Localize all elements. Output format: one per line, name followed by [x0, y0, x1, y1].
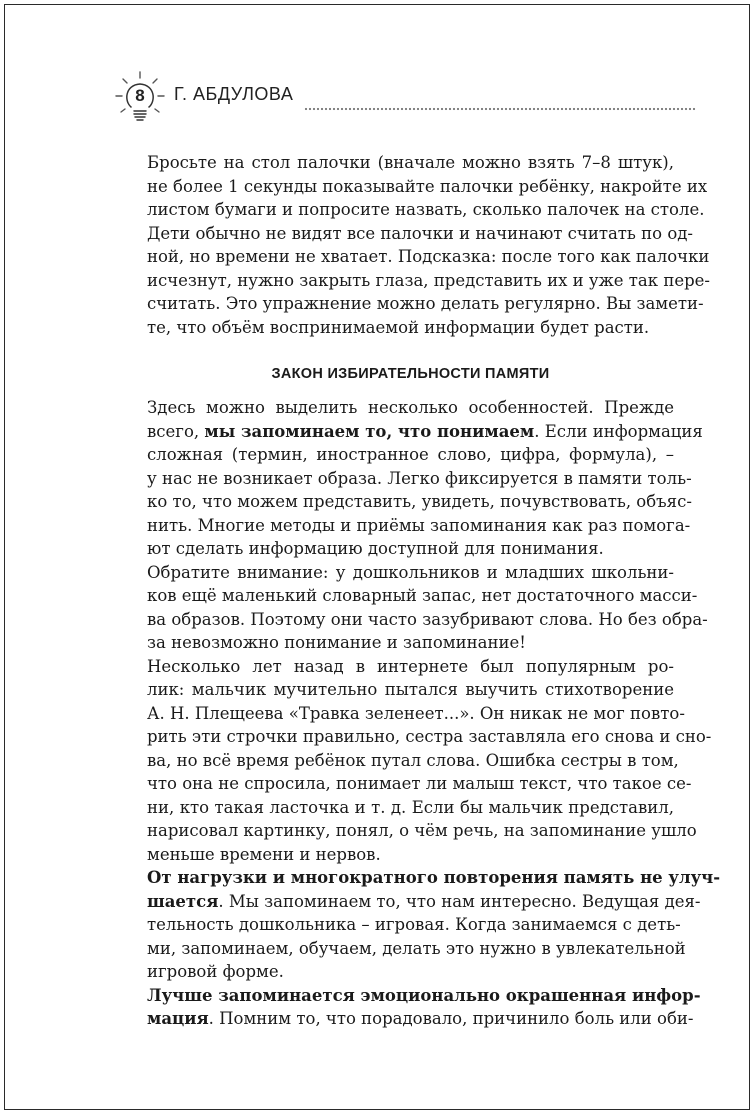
text-line: сложная (термин, иностранное слово, цифра, формула), – — [147, 445, 674, 464]
text-line: меньше времени и нервов. — [147, 844, 381, 864]
text-line: Дети обычно не видят все палочки и начинают считать по од- — [147, 223, 693, 243]
bold-phrase: Лучше запоминается эмоционально окрашенная инфор- — [147, 985, 701, 1005]
text-line: шается. Мы запоминаем то, что нам интересно. Ведущая дея- — [147, 891, 701, 911]
text-line: ва, но всё время ребёнок путал слова. Ошибка сестры в том, — [147, 750, 679, 770]
text-line — [147, 984, 701, 1008]
section-body — [147, 396, 721, 1031]
text-line: ни, кто такая ласточка и т. д. Если бы мальчик представил, — [147, 797, 674, 817]
text-line: нить. Многие методы и приёмы запоминания как раз помога- — [147, 515, 691, 535]
text-line: что она не спросила, понимает ли малыш текст, что такое се- — [147, 774, 692, 793]
text-line: ко то, что можем представить, увидеть, почувствовать, объяс- — [147, 492, 692, 511]
text-line: всего, мы запоминаем то, что понимаем. Если информация — [147, 421, 703, 441]
bold-phrase: мы запоминаем то, что понимаем — [204, 421, 535, 441]
text-line: считать. Это упражнение можно делать регулярно. Вы замети- — [147, 294, 704, 313]
bold-phrase: шается — [147, 891, 219, 911]
text-line: рить эти строчки правильно, сестра заставляла его снова и сно- — [147, 727, 712, 746]
text-line: ми, запоминаем, обучаем, делать это нужно в увлекательной — [147, 938, 686, 958]
text-line: ва образов. Поэтому они часто зазубривают слова. Но без обра- — [147, 609, 708, 629]
text-line: у нас не возникает образа. Легко фиксируется в памяти толь- — [147, 468, 692, 488]
dotted-rule — [304, 106, 696, 112]
text-line: ют сделать информацию доступной для понимания. — [147, 539, 604, 558]
text-line: Обратите внимание: у дошкольников и младших школьни- — [147, 562, 674, 582]
text-line: за невозможно понимание и запоминание! — [147, 633, 526, 652]
text-line: А. Н. Плещеева «Травка зеленеет...». Он никак не мог повто- — [147, 703, 685, 723]
text-line: мация. Помним то, что порадовало, причинило боль или оби- — [147, 1009, 694, 1028]
text-line: Здесь можно выделить несколько особенностей. Прежде — [147, 398, 674, 417]
bold-phrase: мация — [147, 1009, 209, 1028]
bold-phrase: От нагрузки и многократного повторения память не улуч- — [147, 868, 721, 887]
text-line: листом бумаги и попросите назвать, сколько палочек на столе. — [147, 200, 705, 219]
text-line: лик: мальчик мучительно пытался выучить стихотворение — [147, 680, 674, 699]
text-line: ков ещё маленький словарный запас, нет достаточного масси- — [147, 586, 698, 605]
text-line: Бросьте на стол палочки (вначале можно взять 7–8 штук), — [147, 153, 674, 172]
intro-paragraph — [147, 151, 710, 339]
text-line: игровой форме. — [147, 962, 284, 981]
text-line: те, что объём воспринимаемой информации будет расти. — [147, 317, 650, 337]
section-title: ЗАКОН ИЗБИРАТЕЛЬНОСТИ ПАМЯТИ — [271, 366, 550, 382]
text-line: нарисовал картинку, понял, о чём речь, на запоминание ушло — [147, 821, 697, 840]
text-line: не более 1 секунды показывайте палочки ребёнку, накройте их — [147, 176, 708, 196]
page-number: 8 — [135, 86, 145, 105]
text-line: ной, но времени не хватает. Подсказка: после того как палочки — [147, 247, 710, 266]
text-line: исчезнут, нужно закрыть глаза, представить их и уже так пере- — [147, 270, 710, 290]
author-name: Г. АБДУЛОВА — [174, 84, 294, 104]
running-header — [112, 70, 692, 122]
text-line: Несколько лет назад в интернете был популярным ро- — [147, 656, 674, 676]
text-line — [147, 866, 721, 890]
text-line: тельность дошкольника – игровая. Когда занимаемся с деть- — [147, 915, 681, 934]
